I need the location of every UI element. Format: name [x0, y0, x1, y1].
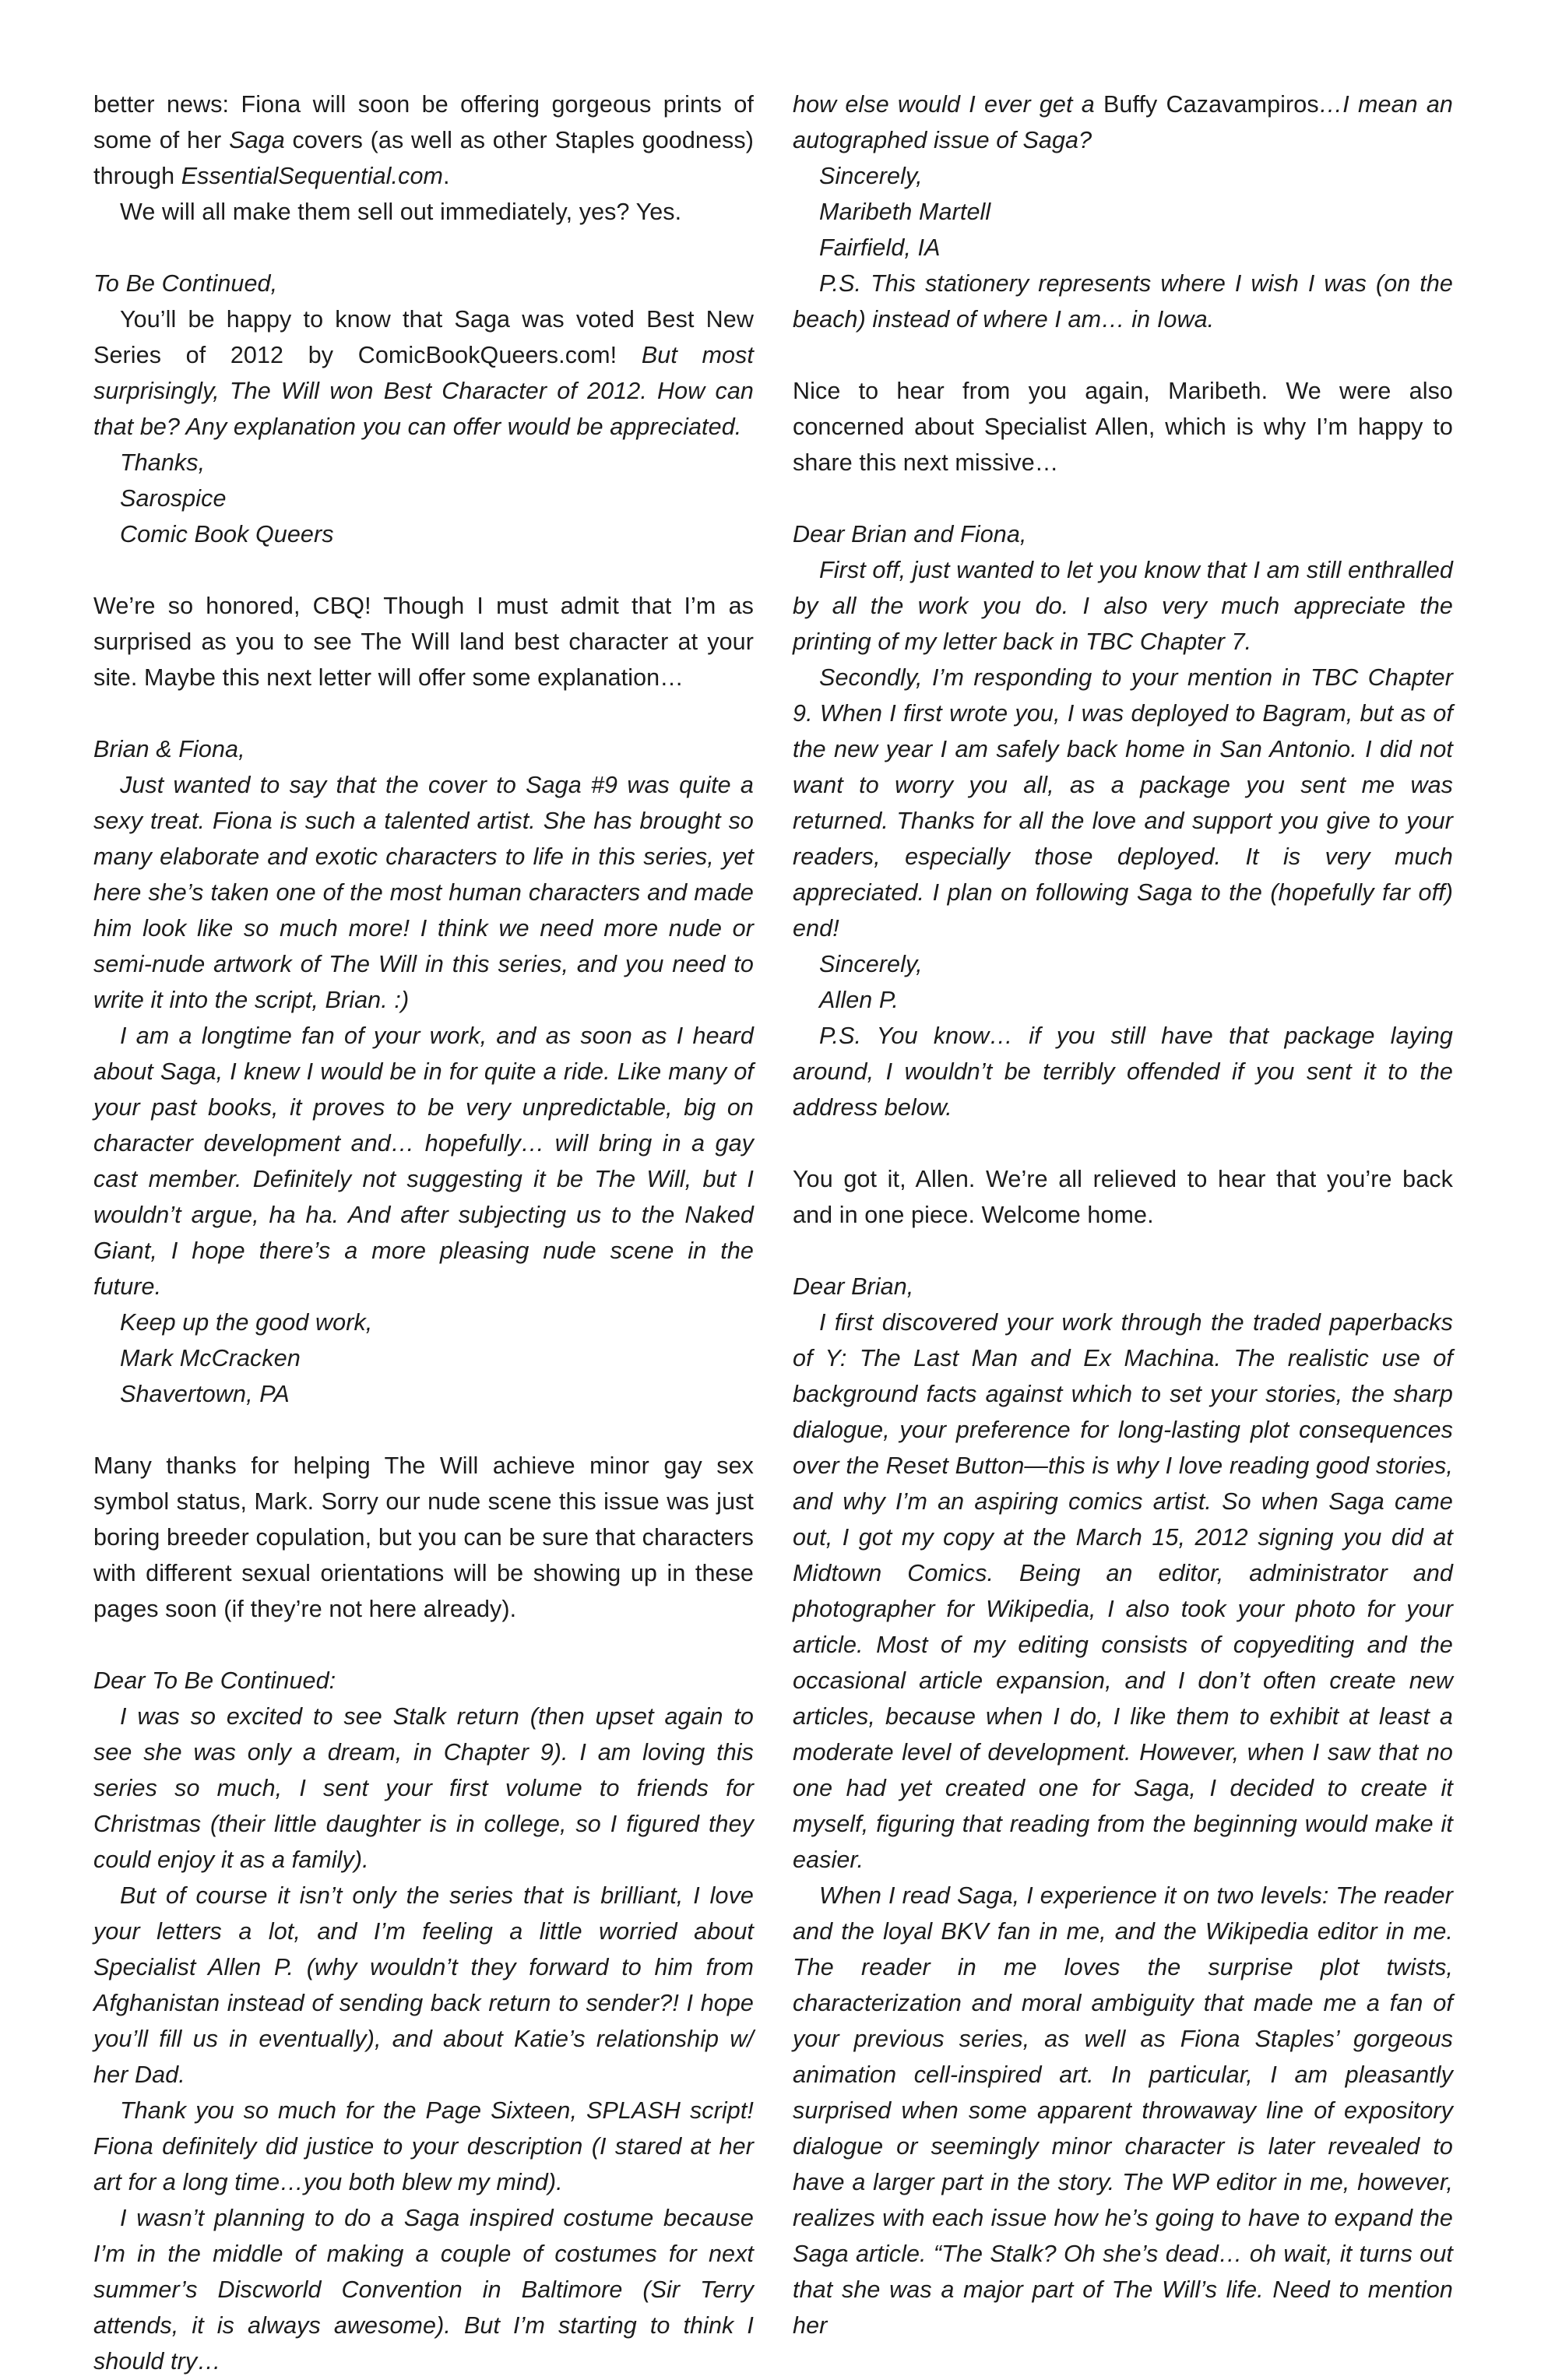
- letter-paragraph: Just wanted to say that the cover to Saga #9 was quite a sexy treat. Fiona is such a talented artist. She has brought so many elaborate and exotic characters to life in this series, yet here she’s taken one of the most human characters and made him look like so much more! I think we need more nude or semi-nude artwork of The Will in this series, and you need to write it into the script, Brian. :): [93, 772, 754, 1013]
- letter-signoff: Keep up the good work,: [120, 1309, 373, 1336]
- reply-paragraph: We’re so honored, CBQ! Though I must admit that I’m as surprised as you to see The Will land best character at your site. Maybe this next letter will offer some explanation…: [93, 593, 754, 691]
- left-column: [93, 86, 754, 2379]
- reply-paragraph: We will all make them sell out immediately, yes? Yes.: [120, 199, 682, 225]
- letter-paragraph: But of course it isn’t only the series that is brilliant, I love your letters a lot, and I’m feeling a little worried about Specialist Allen P. (why wouldn’t they forward to him from Afghanistan instead of sending back return to sender?! I hope you’ll fill us in eventually), and about Katie’s relationship w/ her Dad.: [93, 1882, 754, 2088]
- letter-paragraph: I was so excited to see Stalk return (then upset again to see she was only a dream, in Chapter 9). I am loving this series so much, I sent your first volume to friends for Christmas (their little daughter is in college, so I figured they could enjoy it as a family).: [93, 1703, 754, 1873]
- letter-signoff: Sincerely,: [819, 951, 923, 977]
- letter-paragraph: Secondly, I’m responding to your mention in TBC Chapter 9. When I first wrote you, I was deployed to Bagram, but as of the new year I am safely back home in San Antonio. I did not want to worry you all, as a package you sent me was returned. Thanks for all the love and support you give to your readers, especially those deployed. It is very much appreciated. I plan on following Saga to the (hopefully far off) end!: [793, 664, 1453, 942]
- letter-postscript: P.S. You know… if you still have that package laying around, I wouldn’t be terribly offended if you sent it to the address below.: [793, 1023, 1453, 1121]
- letter-postscript: P.S. This stationery represents where I wish I was (on the beach) instead of where I am… in Iowa.: [793, 270, 1453, 333]
- letter-paragraph: I first discovered your work through the traded paperbacks of Y: The Last Man and Ex Machina. The realistic use of background facts against which to set your stories, the sharp dialogue, your preference for long-lasting plot consequences over the Reset Button—this is why I love reading good stories, and why I’m an aspiring comics artist. So when Saga came out, I got my copy at the March 15, 2012 signing you did at Midtown Comics. Being an editor, administrator and photographer for Wikipedia, I also took your photo for your article. Most of my editing consists of copyediting and the occasional article expansion, and I don’t often create new articles, because when I do, I like them to exhibit at least a moderate level of development. However, when I saw that no one had yet created one for Saga, I decided to create it myself, figuring that reading from the beginning would make it easier.: [793, 1309, 1453, 1873]
- reply-paragraph: Many thanks for helping The Will achieve minor gay sex symbol status, Mark. Sorry our nude scene this issue was just boring breeder copulation, but you can be sure that characters with different sexual orientations will be showing up in these pages soon (if they’re not here already).: [93, 1452, 754, 1622]
- letter-paragraph: I am a longtime fan of your work, and as soon as I heard about Saga, I knew I would be in for quite a ride. Like many of your past books, it proves to be very unpredictable, big on character development and… hopefully… will bring in a gay cast member. Definitely not suggesting it be The Will, but I wouldn’t argue, ha ha. And after subjecting us to the Naked Giant, I hope there’s a more pleasing nude scene in the future.: [93, 1023, 754, 1300]
- letter-paragraph: Thank you so much for the Page Sixteen, SPLASH script! Fiona definitely did justice to your description (I stared at her art for a long time…you both blew my mind).: [93, 2097, 754, 2195]
- letter-paragraph: how else would I ever get a Buffy Cazavampiros…I mean an autographed issue of Saga?: [793, 91, 1453, 153]
- letter-location: Shavertown, PA: [120, 1381, 290, 1407]
- letter-salutation: To Be Continued,: [93, 270, 278, 297]
- letter-paragraph: You’ll be happy to know that Saga was voted Best New Series of 2012 by ComicBookQueers.com! But most surprisingly, The Will won Best Character of 2012. How can that be? Any explanation you can offer would be appreciated.: [93, 306, 754, 440]
- letter-signoff: Sincerely,: [819, 163, 923, 189]
- letter-salutation: Dear To Be Continued:: [93, 1667, 336, 1694]
- letter-salutation: Dear Brian,: [793, 1273, 914, 1300]
- letter-paragraph: When I read Saga, I experience it on two levels: The reader and the loyal BKV fan in me, and the Wikipedia editor in me. The reader in me loves the surprise plot twists, characterization and moral ambiguity that made me a fan of your previous series, as well as Fiona Staples’ gorgeous animation cell-inspired art. In particular, I am pleasantly surprised when some apparent throwaway line of expository dialogue or seemingly minor character is later revealed to have a larger part in the story. The WP editor in me, however, realizes with each issue how he’s going to have to expand the Saga article. “The Stalk? Oh she’s dead… oh wait, it turns out that she was a major part of The Will’s life. Need to mention her: [793, 1882, 1453, 2339]
- letter-paragraph: I wasn’t planning to do a Saga inspired costume because I’m in the middle of making a couple of costumes for next summer’s Discworld Convention in Baltimore (Sir Terry attends, it is always awesome). But I’m starting to think I should try…: [93, 2205, 754, 2375]
- reply-paragraph: Nice to hear from you again, Maribeth. We were also concerned about Specialist Allen, which is why I’m happy to share this next missive…: [793, 378, 1453, 476]
- reply-paragraph: You got it, Allen. We’re all relieved to hear that you’re back and in one piece. Welcome home.: [793, 1166, 1453, 1228]
- letter-location: Comic Book Queers: [120, 521, 334, 547]
- letter-author: Maribeth Martell: [819, 199, 991, 225]
- reply-paragraph: better news: Fiona will soon be offering gorgeous prints of some of her Saga covers (as well as other Staples goodness) through EssentialSequential.com.: [93, 91, 754, 189]
- letter-salutation: Dear Brian and Fiona,: [793, 521, 1027, 547]
- letter-author: Allen P.: [819, 987, 899, 1013]
- letter-salutation: Brian & Fiona,: [93, 736, 245, 762]
- letter-signoff: Thanks,: [120, 449, 206, 476]
- letter-author: Mark McCracken: [120, 1345, 301, 1371]
- letter-location: Fairfield, IA: [819, 234, 941, 261]
- letter-paragraph: First off, just wanted to let you know that I am still enthralled by all the work you do. I also very much appreciate the printing of my letter back in TBC Chapter 7.: [793, 557, 1453, 655]
- letter-author: Sarospice: [120, 485, 227, 512]
- right-column: [793, 86, 1453, 2343]
